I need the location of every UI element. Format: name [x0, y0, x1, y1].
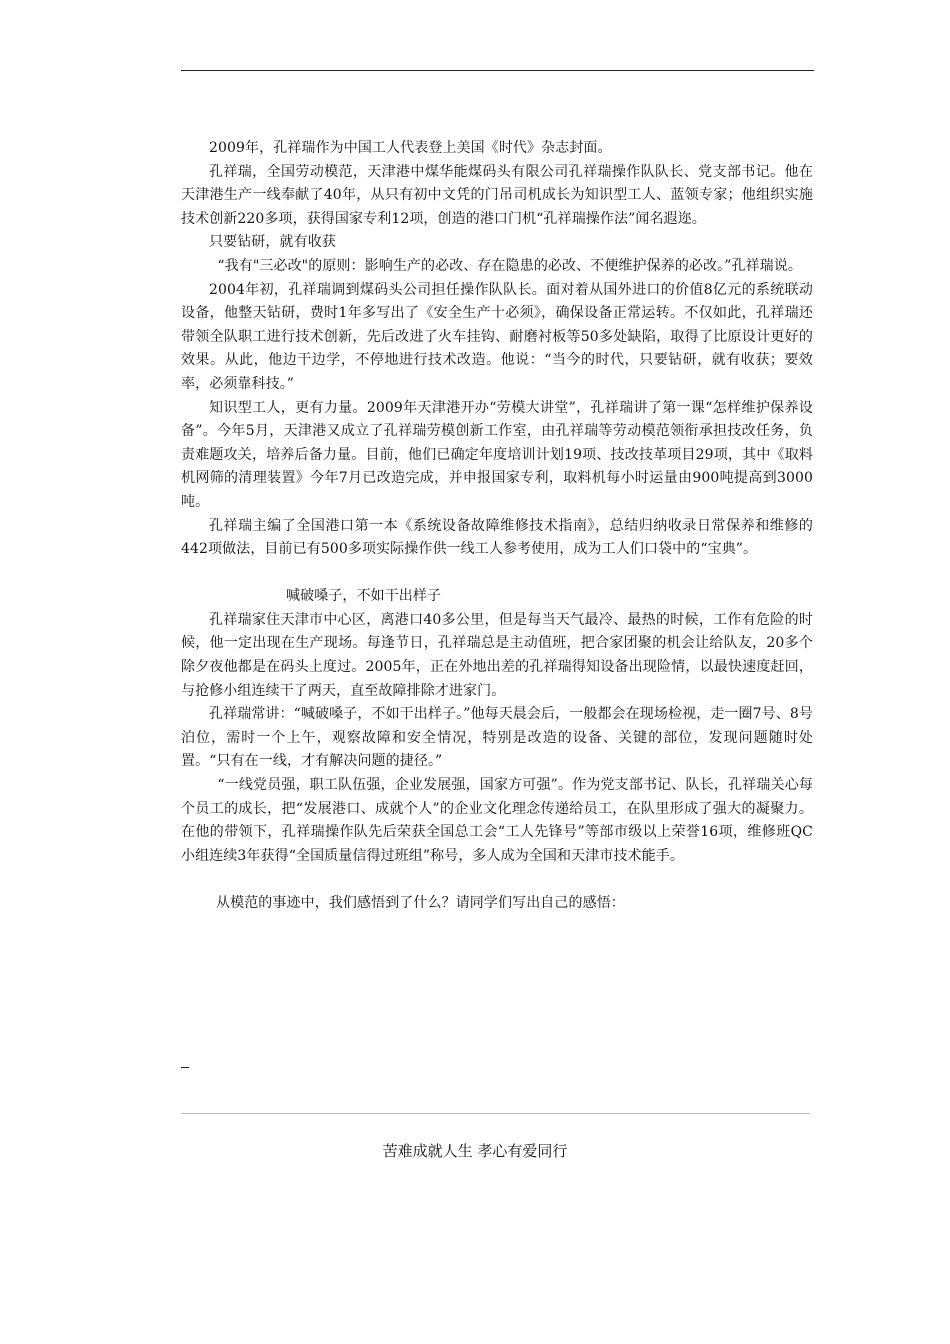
- paragraph-profile: 孔祥瑞，全国劳动模范，天津港中煤华能煤码头有限公司孔祥瑞操作队队长、党支部书记。他在天津港生产一线奉献了40年，从只有初中文凭的门吊司机成长为知识型工人、蓝领专家；他组织实施技术创新220多项，获得国家专利12项，创造的港口门机“孔祥瑞操作法”闻名遐迩。: [181, 163, 813, 227]
- paragraph-quote: “我有"三必改"的原则：影响生产的必改、存在隐患的必改、不便维护保养的必改。”孔祥瑞说。: [217, 257, 802, 274]
- text-cursor: [181, 1067, 189, 1068]
- paragraph-manual: 孔祥瑞主编了全国港口第一本《系统设备故障维修技术指南》，总结归纳收录日常保养和维修的442项做法，目前已有500多项实际操作供一线工人参考使用，成为工人们口袋中的“宝典”。: [181, 517, 813, 558]
- footer-rule: [181, 1113, 810, 1114]
- paragraph-2004: 2004年初，孔祥瑞调到煤码头公司担任操作队队长。面对着从国外进口的价值8亿元的系统联动设备，他整天钻研，费时1年多写出了《安全生产十必须》，确保设备正常运转。不仅如此，孔祥瑞还带领全队职工进行技术创新，先后改进了火车挂钩、耐磨衬板等50多处缺陷，取得了比原设计更好的效果。从此，他边干边学，不停地进行技术改造。他说：“当今的时代，只要钻研，就有收获；要效率，必须靠科技。”: [181, 281, 813, 392]
- reflection-question: 从模范的事迹中，我们感悟到了什么？请同学们写出自己的感悟：: [216, 895, 625, 911]
- page-footer: 苦难成就人生 孝心有爱同行: [382, 1142, 568, 1160]
- spacer: [181, 562, 813, 586]
- paragraph-knowledge-worker: 知识型工人，更有力量。2009年天津港开办“劳模大讲堂”，孔祥瑞讲了第一课“怎样维护保养设备”。今年5月，天津港又成立了孔祥瑞劳模创新工作室，由孔祥瑞等劳动模范领衔承担技改任务，负责难题攻关，培养后备力量。目前，他们已确定年度培训计划19项、技改技革项目29项，其中《取料机网筛的清理装置》今年7月已改造完成，并申报国家专利，取料机每小时运量由900吨提高到3000吨。: [181, 399, 813, 510]
- spacer: [181, 868, 813, 892]
- paragraph-party: “一线党员强，职工队伍强，企业发展强，国家方可强”。作为党支部书记、队长，孔祥瑞关心每个员工的成长，把“发展港口、成就个人”的企业文化理念传递给员工，在队里形成了强大的凝聚力。在他的带领下，孔祥瑞操作队先后荣获全国总工会“工人先锋号”等部市级以上荣誉16项，维修班QC小组连续3年获得“全国质量信得过班组”称号，多人成为全国和天津市技术能手。: [181, 777, 813, 864]
- header-rule: [181, 70, 814, 71]
- paragraph-onsite: 孔祥瑞家住天津市中心区，离港口40多公里，但是每当天气最冷、最热的时候，工作有危险的时候，他一定出现在生产现场。每逢节日，孔祥瑞总是主动值班，把合家团聚的机会让给队友，20多个除夕夜他都是在码头上度过。2005年，正在外地出差的孔祥瑞得知设备出现险情，以最快速度赶回，与抢修小组连续干了两天，直至故障排除才进家门。: [181, 611, 813, 699]
- paragraph-saying: 孔祥瑞常讲：“喊破嗓子，不如干出样子。”他每天晨会后，一般都会在现场检视，走一圈7号、8号泊位，需时一个上午，观察故障和安全情况，特别是改造的设备、关键的部位，发现问题随时处置。“只有在一线，才有解决问题的捷径。”: [181, 706, 813, 770]
- subheading-action: 喊破嗓子，不如干出样子: [286, 588, 442, 605]
- subheading-research: 只要钻研，就有收获: [209, 234, 336, 251]
- paragraph-intro: 2009年，孔祥瑞作为中国工人代表登上美国《时代》杂志封面。: [209, 140, 612, 156]
- document-body: [181, 137, 813, 916]
